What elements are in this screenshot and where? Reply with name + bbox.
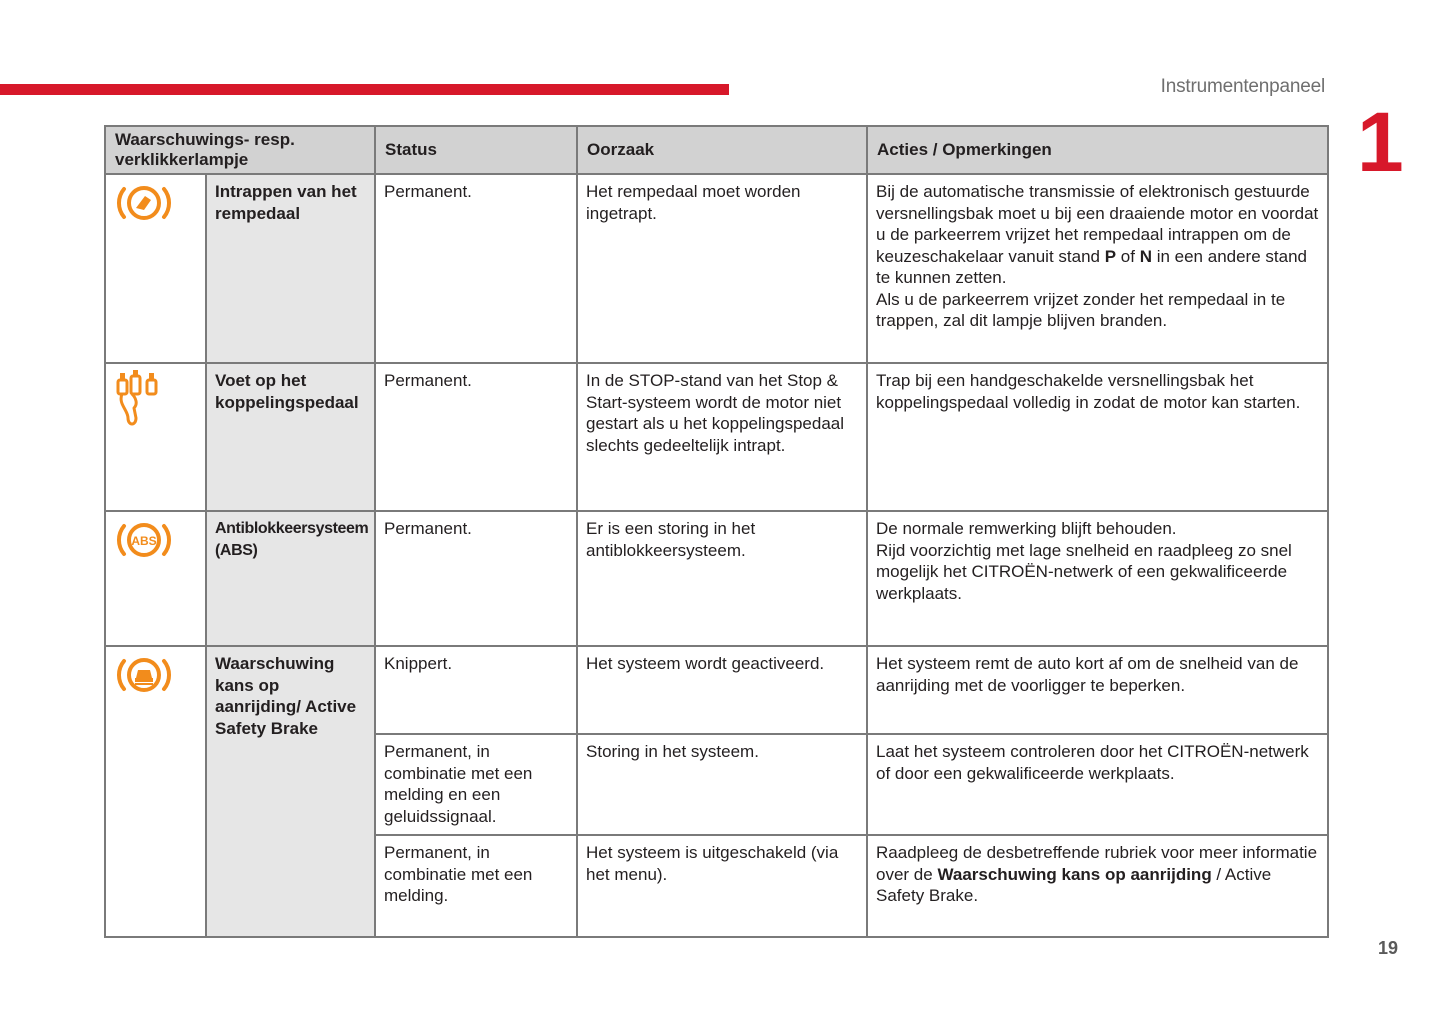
actions-text: Raadpleeg de desbetreffende rubriek voor meer informatie over de [876,843,1318,884]
red-header-bar [0,84,729,95]
gear-position-n: N [1139,246,1152,266]
actions-bold-text: Waarschuwing kans op aanrijding [937,864,1212,884]
collision-warning-icon [114,653,174,697]
status-cell: Permanent, in combinatie met een melding. [375,835,577,937]
clutch-pedal-icon [114,370,166,432]
actions-cell: Het systeem remt de auto kort af om de snelheid van de aanrijding met de voorligger te beperken. [867,646,1328,734]
actions-cell: Laat het systeem controleren door het CITROËN-netwerk of door een gekwalificeerde werkplaats. [867,734,1328,835]
cause-cell: Het systeem is uitgeschakeld (via het menu). [577,835,867,937]
actions-cell [867,511,1328,646]
lamp-name: Antiblokkeersysteem (ABS) [206,511,375,646]
table-row [105,363,1328,511]
status-cell: Permanent. [375,363,577,511]
icon-cell [105,363,206,511]
brake-pedal-warning-icon [114,181,174,225]
page-number: 19 [1377,938,1398,958]
actions-cell [867,835,1328,937]
actions-cell [867,174,1328,363]
lamp-name: Voet op het koppelingspedaal [206,363,375,511]
section-title: Instrumentenpaneel [1160,76,1325,97]
actions-cell: Trap bij een handgeschakelde versnellingsbak het koppelingspedaal volledig in zodat de motor kan starten. [867,363,1328,511]
cause-cell: Het systeem wordt geactiveerd. [577,646,867,734]
cause-cell: Storing in het systeem. [577,734,867,835]
icon-cell [105,174,206,363]
header-lamp: Waarschuwings- resp. verklikkerlampje [105,126,375,174]
actions-text: De normale remwerking blijft behouden. [876,519,1177,538]
cause-cell: Er is een storing in het antiblokkeersysteem. [577,511,867,646]
chapter-number: 1 [1357,95,1404,189]
table-row [105,511,1328,646]
abs-icon [114,518,174,562]
table-header-row [105,126,1328,174]
actions-text: / Active Safety Brake. [876,864,1272,905]
actions-text: in een andere stand te kunnen zetten. [876,246,1307,287]
table-row [105,646,1328,734]
header-cause: Oorzaak [577,126,867,174]
actions-text: Bij de automatische transmissie of elektronisch gestuurde versnellingsbak moet u bij een draaiende motor en voordat u de parkeerrem vrijzet het rempedaal intrappen om de keuzeschakelaar vanuit stand [876,182,1319,266]
svg-text:ABS: ABS [131,534,157,548]
header-actions: Acties / Opmerkingen [867,126,1328,174]
status-cell: Permanent. [375,511,577,646]
status-cell: Knippert. [375,646,577,734]
icon-cell [105,511,206,646]
actions-text: Als u de parkeerrem vrijzet zonder het rempedaal in te trappen, zal dit lampje blijven branden. [876,289,1286,330]
table-row [105,174,1328,363]
actions-text: Rijd voorzichtig met lage snelheid en raadpleeg zo snel mogelijk het CITROËN-netwerk of een gekwalificeerde werkplaats. [876,540,1292,603]
lamp-name: Waarschuwing kans op aanrijding/ Active Safety Brake [206,646,375,937]
icon-cell [105,646,206,937]
status-cell: Permanent, in combinatie met een melding en een geluidssignaal. [375,734,577,835]
header-status: Status [375,126,577,174]
cause-cell: In de STOP-stand van het Stop & Start-systeem wordt de motor niet gestart als u het koppelingspedaal slechts gedeeltelijk intrapt. [577,363,867,511]
warning-lamps-table [104,125,1329,938]
lamp-name: Intrappen van het rempedaal [206,174,375,363]
cause-cell: Het rempedaal moet worden ingetrapt. [577,174,867,363]
status-cell: Permanent. [375,174,577,363]
actions-text: of [1116,246,1140,266]
gear-position-p: P [1104,246,1117,266]
